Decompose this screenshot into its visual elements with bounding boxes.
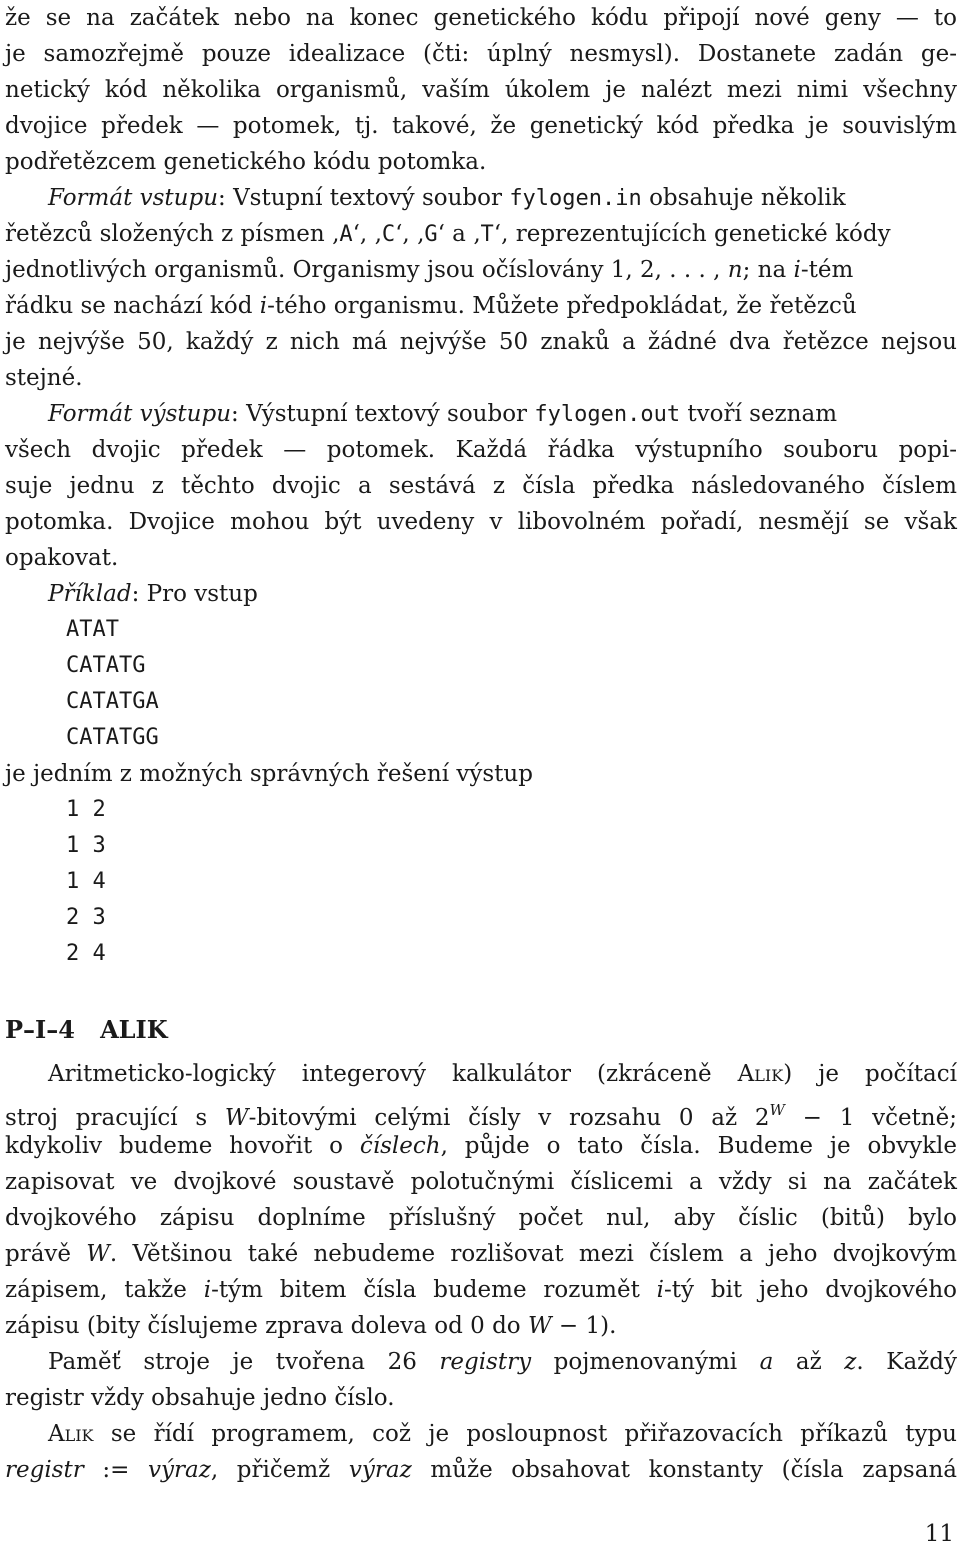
text: : Pro vstup — [131, 581, 258, 607]
input-filename: fylogen.in — [509, 186, 642, 211]
example-output-line: 1 4 — [66, 869, 106, 894]
text: suje jednu z těchto dvojic a sestává z čísla předka následovaného číslem — [5, 473, 957, 499]
paragraph-line — [5, 1236, 957, 1272]
problem-title: ALIK — [100, 1015, 168, 1044]
text: jednotlivých organismů. Organismy jsou očíslovány 1, 2, . . . , — [5, 257, 728, 283]
paragraph-line — [5, 288, 957, 324]
text: : Vstupní textový soubor — [218, 185, 510, 211]
text: . Každý — [856, 1349, 958, 1375]
example-output-line: 1 3 — [66, 833, 106, 858]
paragraph-line — [48, 1344, 957, 1380]
paragraph-line — [5, 1164, 957, 1200]
text: může obsahovat konstanty (čísla zapsaná — [411, 1457, 957, 1483]
letter-code: C — [381, 222, 396, 247]
text: právě — [5, 1241, 87, 1267]
text: dvojkového zápisu doplníme příslušný počet nul, aby číslic (bitů) bylo — [5, 1205, 957, 1231]
example-intro — [48, 576, 957, 612]
paragraph-line — [5, 72, 957, 108]
text: . Většinou také nebudeme rozlišovat mezi číslem a jeho dvojkovým — [109, 1241, 957, 1267]
letter-code: T — [480, 222, 494, 247]
text: ‘, ‚ — [395, 221, 425, 247]
text: : Výstupní textový soubor — [231, 401, 535, 427]
paragraph-line — [5, 1272, 957, 1308]
paragraph-line — [5, 36, 957, 72]
text: registr vždy obsahuje jedno číslo. — [5, 1385, 395, 1411]
math-var: W — [224, 1105, 249, 1131]
example-output-line: 2 4 — [66, 941, 106, 966]
paragraph-line — [5, 216, 957, 252]
text: zapisovat ve dvojkové soustavě polotučnými číslicemi a vždy si na začátek — [5, 1169, 957, 1195]
paragraph-line — [5, 432, 957, 468]
paragraph-line — [5, 504, 957, 540]
text: -tém — [800, 257, 854, 283]
math-var: W — [86, 1241, 110, 1267]
text: Aritmeticko-logický integerový kalkulátor (zkráceně — [48, 1061, 738, 1087]
text: stejné. — [5, 365, 83, 391]
text: je samozřejmě pouze idealizace (čti: úplný nesmysl). Dostanete zadán ge- — [5, 41, 957, 67]
text: tvoří seznam — [680, 401, 838, 427]
output-filename: fylogen.out — [534, 402, 681, 427]
emphasis: výraz — [348, 1457, 412, 1483]
paragraph-line — [5, 324, 957, 360]
text: kdykoliv budeme hovořit o — [5, 1133, 360, 1159]
text: − 1 včetně; — [784, 1105, 957, 1131]
paragraph-line — [5, 1200, 957, 1236]
paragraph-line — [5, 468, 957, 504]
paragraph-line — [5, 1092, 957, 1131]
text: ‘, ‚ — [352, 221, 382, 247]
input-format-label: Formát vstupu — [48, 185, 219, 211]
math-var: n — [727, 257, 743, 283]
text: že se na začátek nebo na konec genetického kódu připojí nové geny — to — [5, 5, 957, 31]
example-output-line: 2 3 — [66, 905, 106, 930]
text: -bitovými celými čísly v rozsahu 0 až 2 — [248, 1105, 770, 1131]
text: , přičemž — [210, 1457, 349, 1483]
emphasis: číslech — [359, 1133, 441, 1159]
math-var: i — [259, 293, 268, 319]
alik-name: Alik — [737, 1061, 784, 1087]
paragraph-line — [5, 360, 957, 396]
paragraph-line — [5, 540, 957, 576]
text: ‘ a ‚ — [437, 221, 481, 247]
paragraph-line — [5, 1308, 957, 1344]
text: -tý bit jeho dvojkového — [664, 1277, 957, 1303]
text: dvojice předek — potomek, tj. takové, že genetický kód předka je souvislým — [5, 113, 957, 139]
paragraph-line — [48, 1416, 957, 1452]
text: ) je počítací — [783, 1061, 957, 1087]
text: ‘, reprezentujících genetické kódy — [493, 221, 891, 247]
text: podřetězcem genetického kódu potomka. — [5, 149, 487, 175]
math-var: i — [203, 1277, 212, 1303]
paragraph-line — [5, 0, 957, 36]
paragraph-line — [5, 1452, 957, 1488]
alik-name: Alik — [48, 1421, 94, 1447]
paragraph-line — [5, 252, 957, 288]
math-var: W — [527, 1313, 552, 1339]
text: zápisem, takže — [5, 1277, 204, 1303]
text: všech dvojic předek — potomek. Každá řádka výstupního souboru popi- — [5, 437, 957, 463]
text: řetězců složených z písmen ‚ — [5, 221, 340, 247]
math-var: a — [759, 1349, 774, 1375]
page-number: 11 — [924, 1521, 954, 1547]
text: − 1). — [551, 1313, 617, 1339]
math-var: i — [656, 1277, 665, 1303]
example-label: Příklad — [48, 581, 132, 607]
example-input-line: CATATGG — [66, 725, 159, 750]
text: obsahuje několik — [641, 185, 846, 211]
text: potomka. Dvojice mohou být uvedeny v libovolném pořadí, nesmějí se však — [5, 509, 957, 535]
math-var: z — [844, 1349, 857, 1375]
text: pojmenovanými — [531, 1349, 760, 1375]
paragraph-line — [48, 1056, 957, 1092]
paragraph-line — [5, 756, 957, 792]
output-format-label: Formát výstupu — [48, 401, 232, 427]
text: Paměť stroje je tvořena 26 — [48, 1349, 440, 1375]
paragraph-line — [5, 144, 957, 180]
output-format-line — [48, 396, 957, 432]
math-superscript: W — [769, 1101, 785, 1119]
text: -tým bitem čísla budeme rozumět — [211, 1277, 657, 1303]
text: zápisu (bity číslujeme zprava doleva od 0 do — [5, 1313, 528, 1339]
text: řádku se nachází kód — [5, 293, 260, 319]
text: je jedním z možných správných řešení výstup — [5, 761, 533, 787]
text: stroj pracující s — [5, 1105, 225, 1131]
emphasis: registry — [439, 1349, 532, 1375]
example-input-line: CATATG — [66, 653, 146, 678]
text: opakovat. — [5, 545, 119, 571]
letter-code: A — [339, 222, 353, 247]
text: je nejvýše 50, každý z nich má nejvýše 50 znaků a žádné dva řetězce nejsou — [5, 329, 957, 355]
text: se řídí programem, což je posloupnost přiřazovacích příkazů typu — [93, 1421, 957, 1447]
paragraph-line — [5, 108, 957, 144]
text: := — [83, 1457, 149, 1483]
example-input-line: CATATGA — [66, 689, 159, 714]
text: netický kód několika organismů, vaším úkolem je nalézt mezi nimi všechny — [5, 77, 957, 103]
text: ; na — [742, 257, 794, 283]
letter-code: G — [424, 222, 438, 247]
emphasis: registr — [5, 1457, 84, 1483]
math-var: i — [793, 257, 801, 283]
paragraph-line — [5, 1128, 957, 1164]
section-heading — [5, 1012, 957, 1048]
text: , půjde o tato čísla. Budeme je obvykle — [440, 1133, 957, 1159]
paragraph-line — [5, 1380, 957, 1416]
input-format-line — [48, 180, 957, 216]
example-output-line: 1 2 — [66, 797, 106, 822]
text: -tého organismu. Můžete předpokládat, že řetězců — [267, 293, 857, 319]
problem-id: P–I–4 — [5, 1015, 75, 1044]
emphasis: výraz — [148, 1457, 211, 1483]
text: až — [773, 1349, 845, 1375]
example-input-line: ATAT — [66, 617, 119, 642]
